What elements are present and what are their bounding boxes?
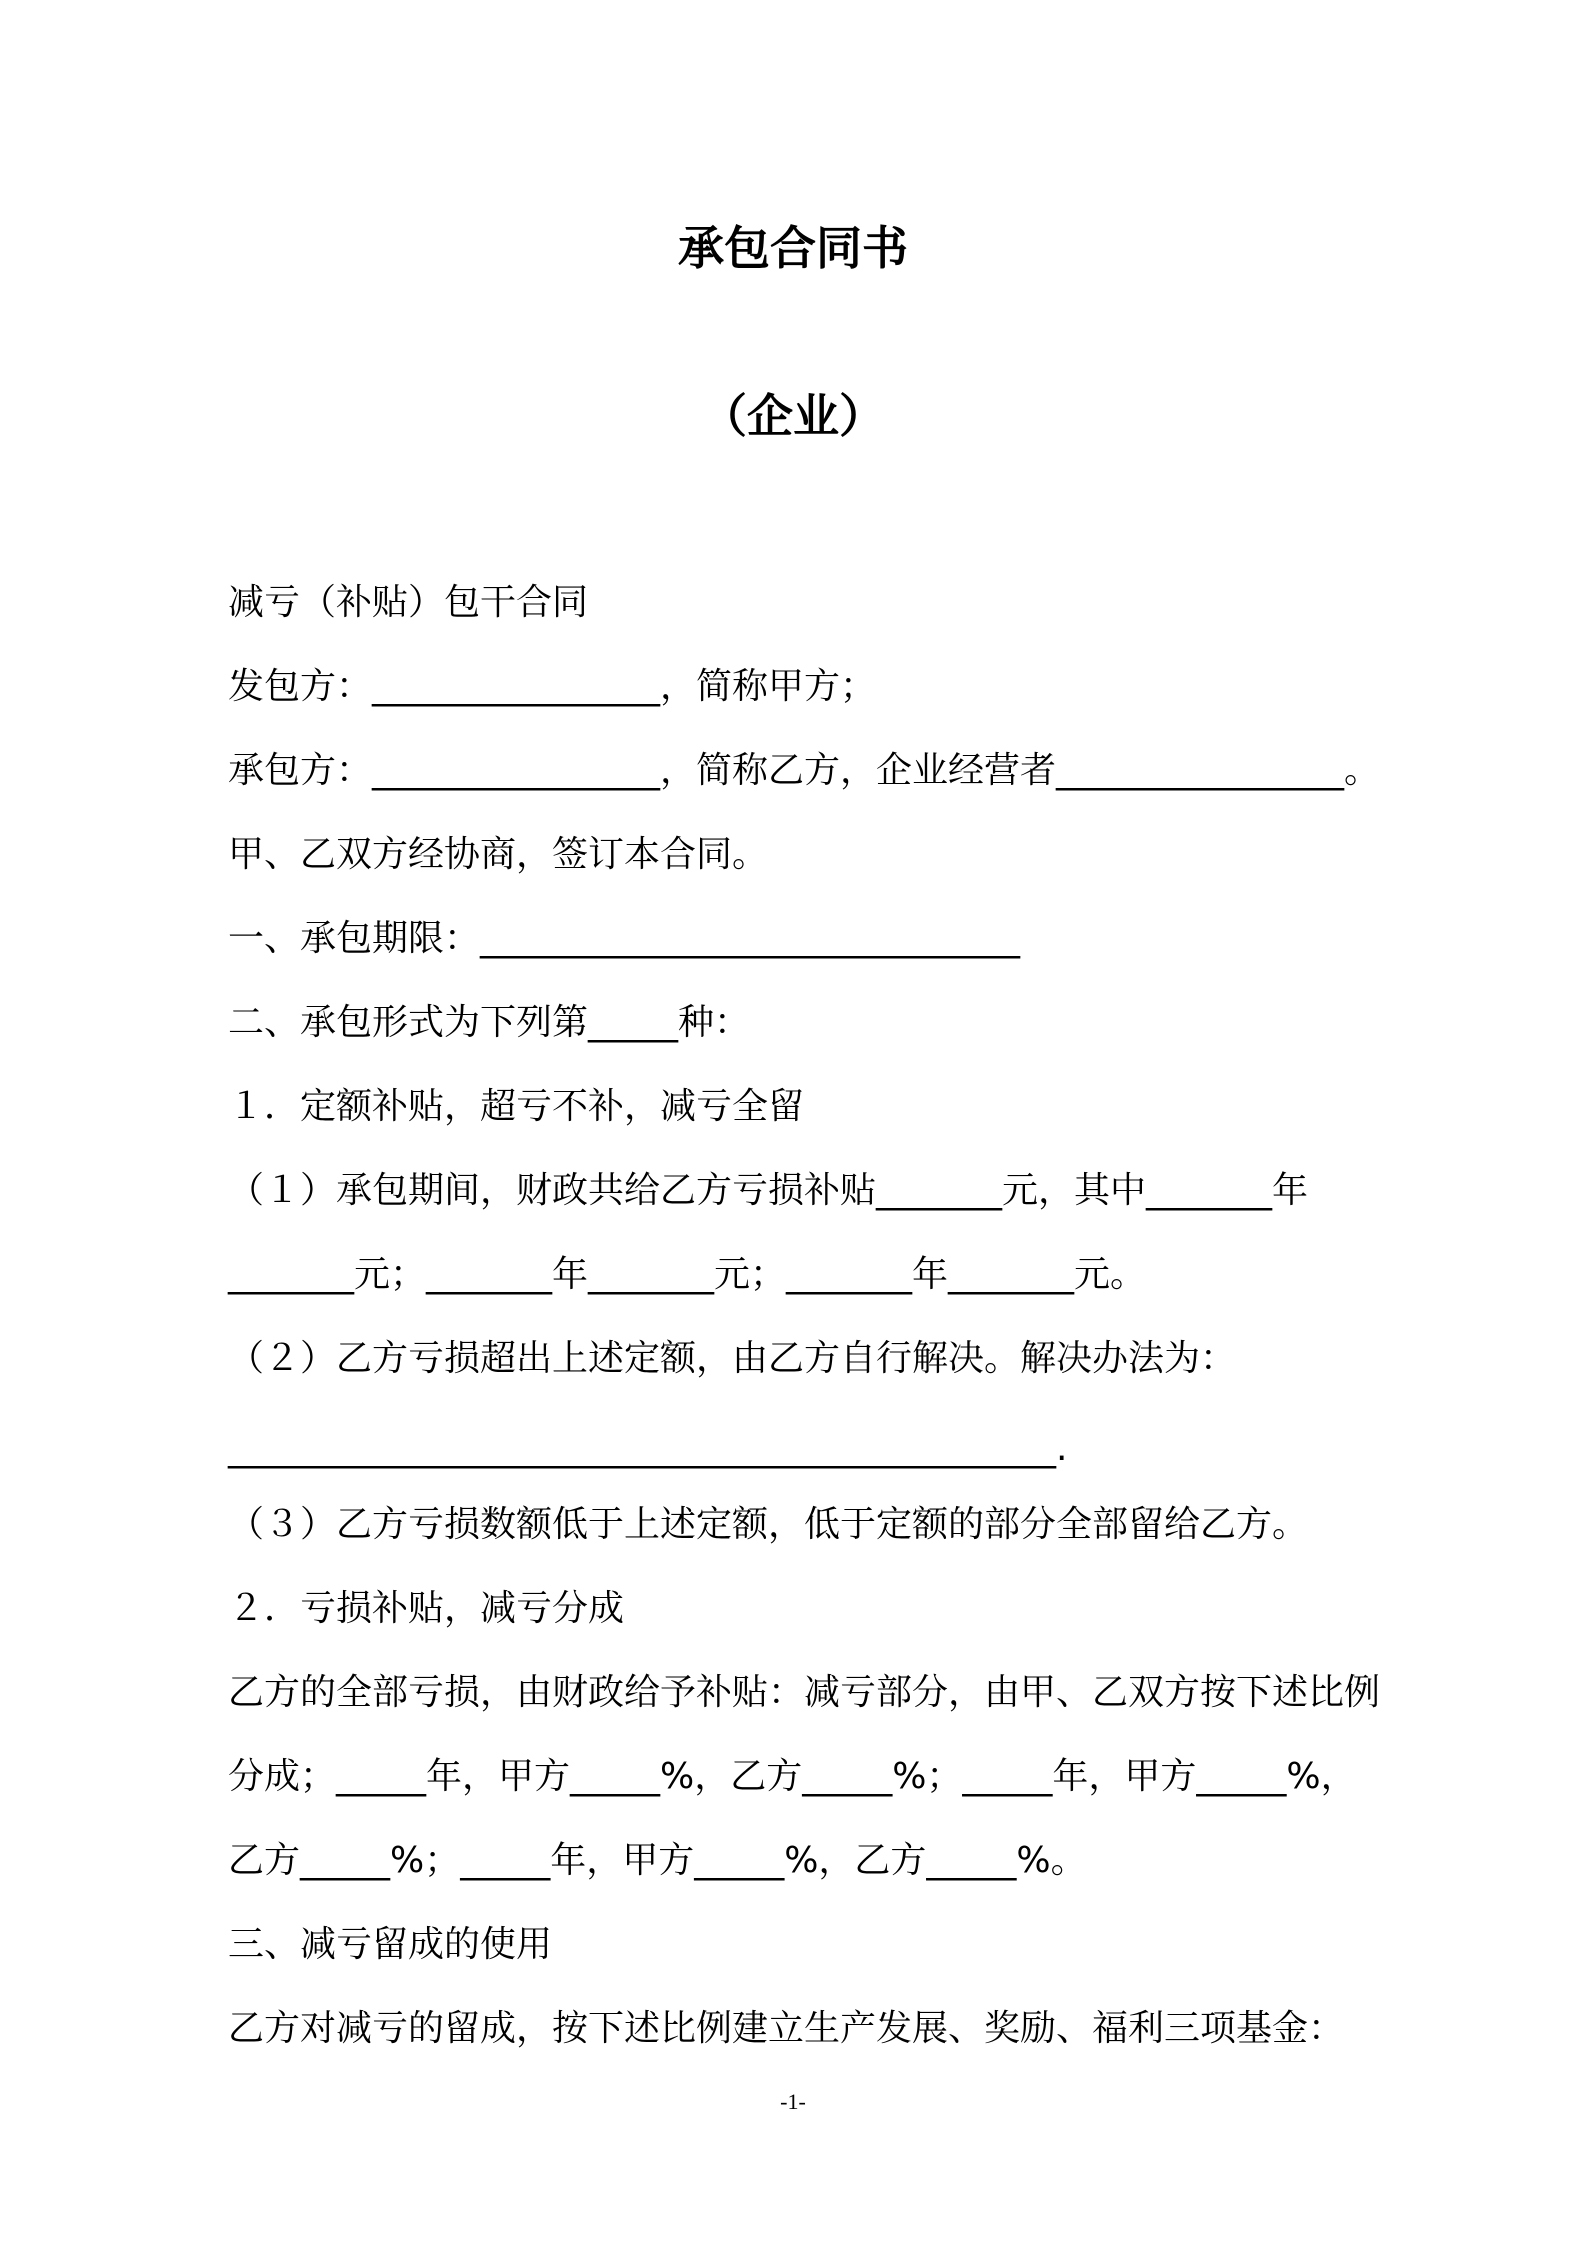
clause-1-2-blank: ______________________________________________. [228, 1428, 1068, 1469]
item-two-body: 乙方的全部亏损，由财政给予补贴：减亏部分，由甲、乙双方按下述比例 [228, 1672, 1381, 1713]
item-one-heading: １．定额补贴，超亏不补，减亏全留 [228, 1086, 805, 1127]
section-three-heading: 三、减亏留成的使用 [228, 1924, 553, 1965]
clause-1-3: （３）乙方亏损数额低于上述定额，低于定额的部分全部留给乙方。 [228, 1504, 1309, 1545]
item-two-ratios: 分成；_____年，甲方_____%，乙方_____%；_____年，甲方_____%， [228, 1756, 1357, 1797]
section-two-form: 二、承包形式为下列第_____种： [228, 1002, 751, 1043]
party-a-line: 发包方：________________，简称甲方； [228, 666, 877, 707]
agreement-line: 甲、乙双方经协商，签订本合同。 [228, 834, 769, 875]
clause-1-1-continued: _______元；_______年_______元；_______年_______元。 [228, 1254, 1146, 1295]
item-two-heading: ２．亏损补贴，减亏分成 [228, 1588, 625, 1629]
clause-1-2: （２）乙方亏损超出上述定额，由乙方自行解决。解决办法为： [228, 1338, 1237, 1379]
section-three-body: 乙方对减亏的留成，按下述比例建立生产发展、奖励、福利三项基金： [228, 2008, 1345, 2049]
document-subtitle: （企业） [701, 389, 885, 443]
section-one-term: 一、承包期限：______________________________ [228, 918, 1021, 959]
item-two-ratios-continued: 乙方_____%；_____年，甲方_____%，乙方_____%。 [228, 1840, 1087, 1881]
page-number: -1- [780, 2089, 806, 2114]
party-b-line: 承包方：________________，简称乙方，企业经营者________________。 [228, 750, 1381, 791]
clause-1-1: （１）承包期间，财政共给乙方亏损补贴_______元，其中_______年 [228, 1170, 1309, 1211]
document-title: 承包合同书 [678, 221, 908, 275]
contract-type-line: 减亏（补贴）包干合同 [228, 582, 589, 623]
